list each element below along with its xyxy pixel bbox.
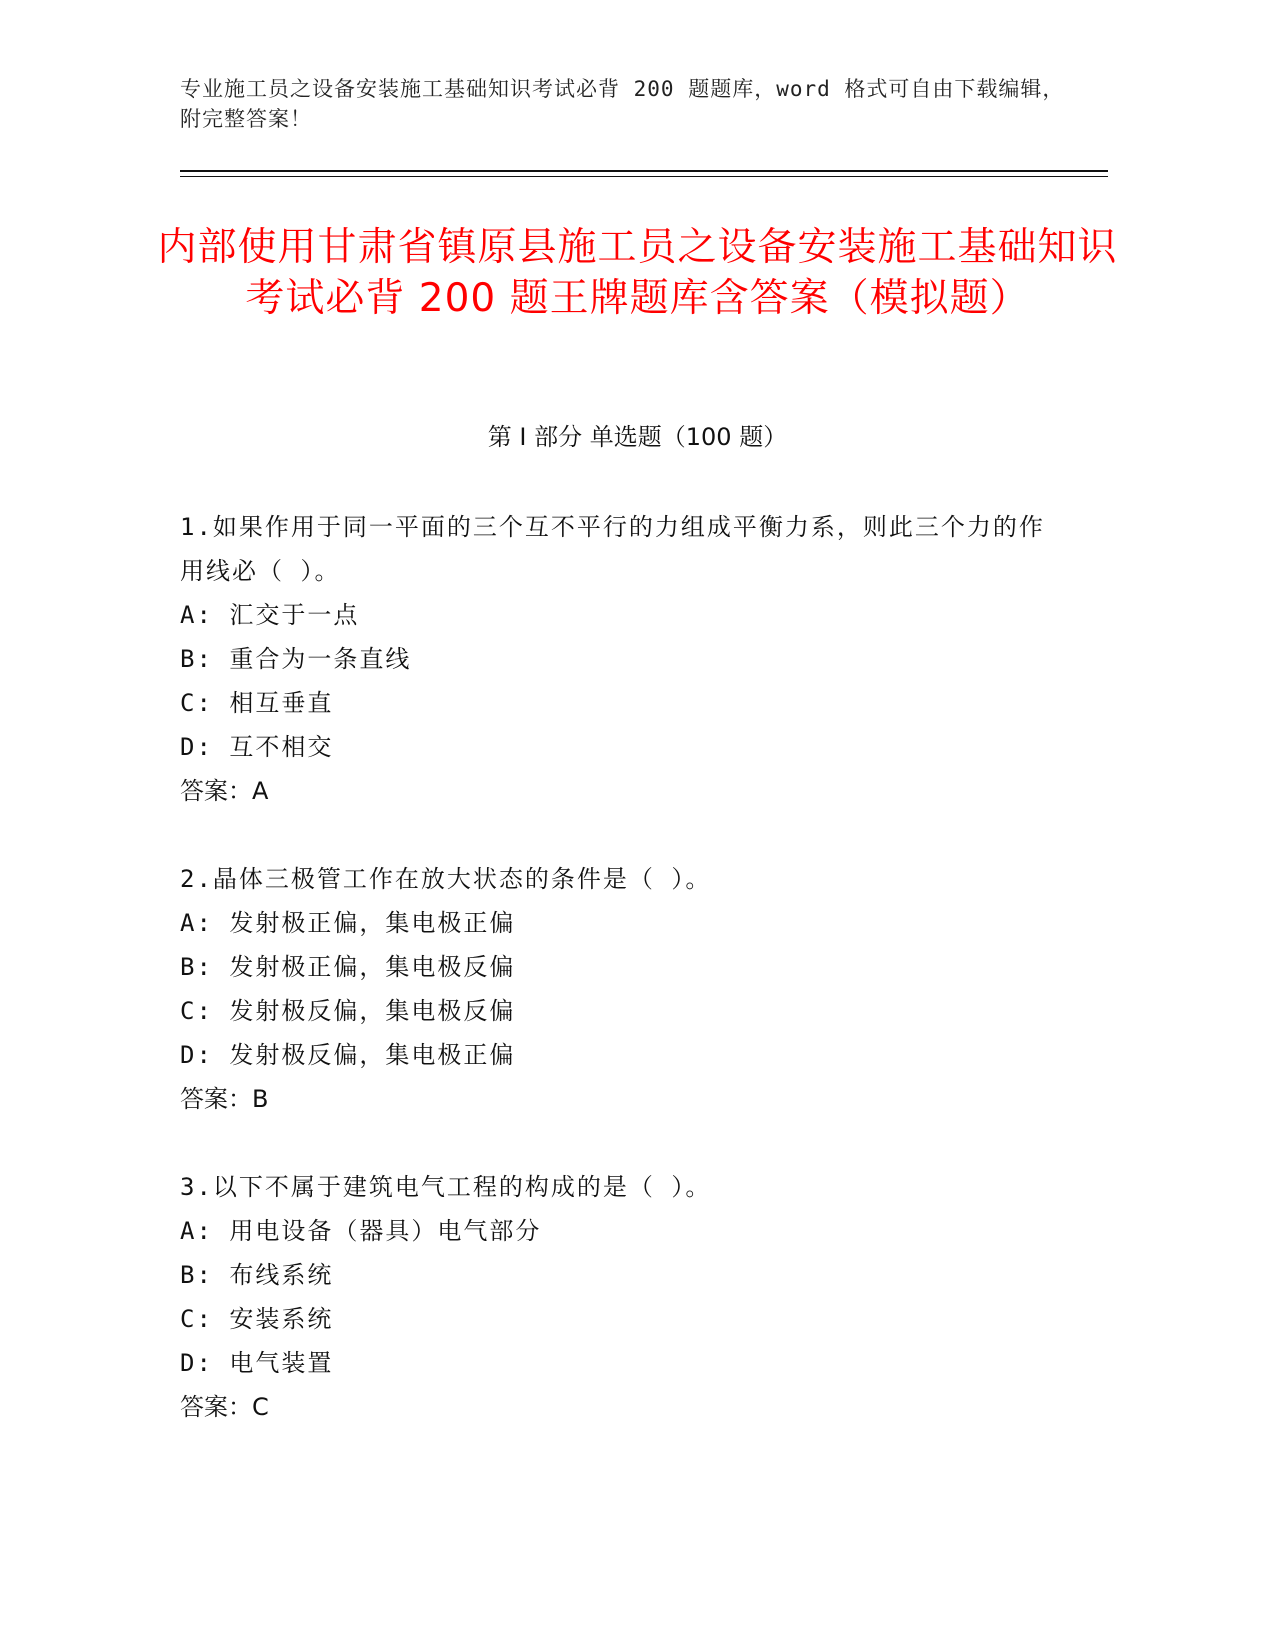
question-answer: 答案：C xyxy=(180,1393,269,1421)
question-stem: 1.如果作用于同一平面的三个互不平行的力组成平衡力系，则此三个力的作用线必（ ）。 xyxy=(180,513,1045,585)
option-b: B: 布线系统 xyxy=(180,1261,334,1289)
section-heading: 第 I 部分 单选题（100 题） xyxy=(487,423,788,451)
option-b: B: 重合为一条直线 xyxy=(180,645,412,673)
option-d: D: 发射极反偏，集电极正偏 xyxy=(180,1041,516,1069)
option-c: C: 安装系统 xyxy=(180,1305,334,1333)
question-item xyxy=(180,505,1060,813)
question-stem: 3.以下不属于建筑电气工程的构成的是（ ）。 xyxy=(180,1173,712,1201)
header-divider-thin xyxy=(180,176,1108,177)
option-c: C: 发射极反偏，集电极反偏 xyxy=(180,997,516,1025)
option-a: A: 发射极正偏，集电极正偏 xyxy=(180,909,516,937)
document-title: 内部使用甘肃省镇原县施工员之设备安装施工基础知识考试必背 200 题王牌题库含答案（模拟题） xyxy=(157,225,1118,321)
option-d: D: 互不相交 xyxy=(180,733,334,761)
header-note: 专业施工员之设备安装施工基础知识考试必背 200 题题库，word 格式可自由下载编辑，附完整答案！ xyxy=(180,77,1065,131)
question-item xyxy=(180,1165,1060,1429)
question-list xyxy=(180,505,1060,1473)
option-d: D: 电气装置 xyxy=(180,1349,334,1377)
option-a: A: 汇交于一点 xyxy=(180,601,360,629)
option-a: A: 用电设备（器具）电气部分 xyxy=(180,1217,542,1245)
question-item xyxy=(180,857,1060,1121)
option-c: C: 相互垂直 xyxy=(180,689,334,717)
option-b: B: 发射极正偏，集电极反偏 xyxy=(180,953,516,981)
header-divider-thick xyxy=(180,170,1108,172)
question-answer: 答案：B xyxy=(180,1085,269,1113)
question-answer: 答案：A xyxy=(180,777,269,805)
question-stem: 2.晶体三极管工作在放大状态的条件是（ ）。 xyxy=(180,865,712,893)
